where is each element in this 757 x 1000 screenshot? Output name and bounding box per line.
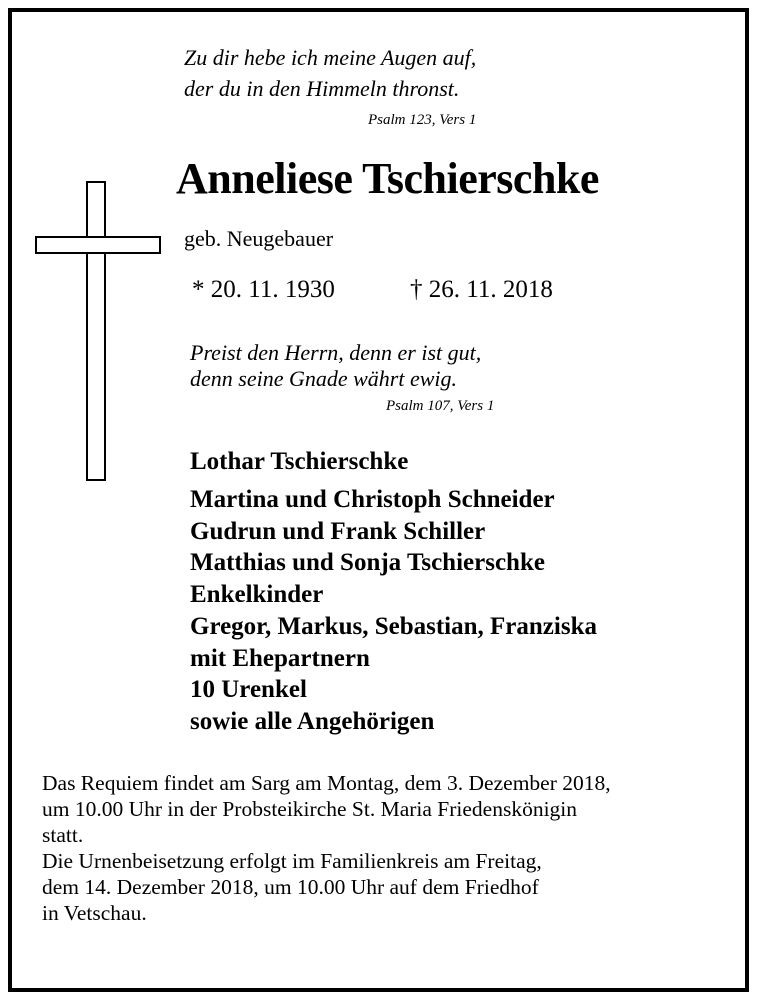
verse-1-reference: Psalm 123, Vers 1 xyxy=(368,112,477,128)
verse-1-line-1: Zu dir hebe ich meine Augen auf, xyxy=(184,45,477,70)
mourner-line: Gregor, Markus, Sebastian, Franziska xyxy=(190,612,597,640)
maiden-name: geb. Neugebauer xyxy=(184,226,334,251)
verse-2-line-1: Preist den Herrn, denn er ist gut, xyxy=(190,340,482,365)
verse-2-line-2: denn seine Gnade währt ewig. xyxy=(190,366,458,391)
death-date: † 26. 11. 2018 xyxy=(410,276,553,303)
mourner-line: Enkelkinder xyxy=(190,581,324,609)
info-line: statt. xyxy=(42,823,84,847)
mourner-spouse: Lothar Tschierschke xyxy=(190,448,409,475)
verse-1-line-2: der du in den Himmeln thronst. xyxy=(184,76,460,101)
mourner-line: sowie alle Angehörigen xyxy=(190,707,435,735)
mourner-line: Gudrun und Frank Schiller xyxy=(190,517,486,545)
birth-date: * 20. 11. 1930 xyxy=(192,276,335,303)
mourner-line: mit Ehepartnern xyxy=(190,644,370,672)
mourner-line: Matthias und Sonja Tschierschke xyxy=(190,549,545,577)
info-line: Das Requiem findet am Sarg am Montag, dem 3. Dezember 2018, xyxy=(42,771,611,795)
mourner-list xyxy=(190,484,597,738)
mourner-line: Martina und Christoph Schneider xyxy=(190,486,555,513)
verse-2-reference: Psalm 107, Vers 1 xyxy=(386,398,495,414)
info-line: dem 14. Dezember 2018, um 10.00 Uhr auf dem Friedhof xyxy=(42,875,539,899)
info-line: Die Urnenbeisetzung erfolgt im Familienkreis am Freitag, xyxy=(42,849,542,873)
info-line: in Vetschau. xyxy=(42,901,147,925)
service-info xyxy=(42,770,611,926)
info-line: um 10.00 Uhr in der Probsteikirche St. Maria Friedenskönigin xyxy=(42,797,578,821)
deceased-name: Anneliese Tschierschke xyxy=(176,154,599,203)
mourner-line: 10 Urenkel xyxy=(190,676,307,704)
